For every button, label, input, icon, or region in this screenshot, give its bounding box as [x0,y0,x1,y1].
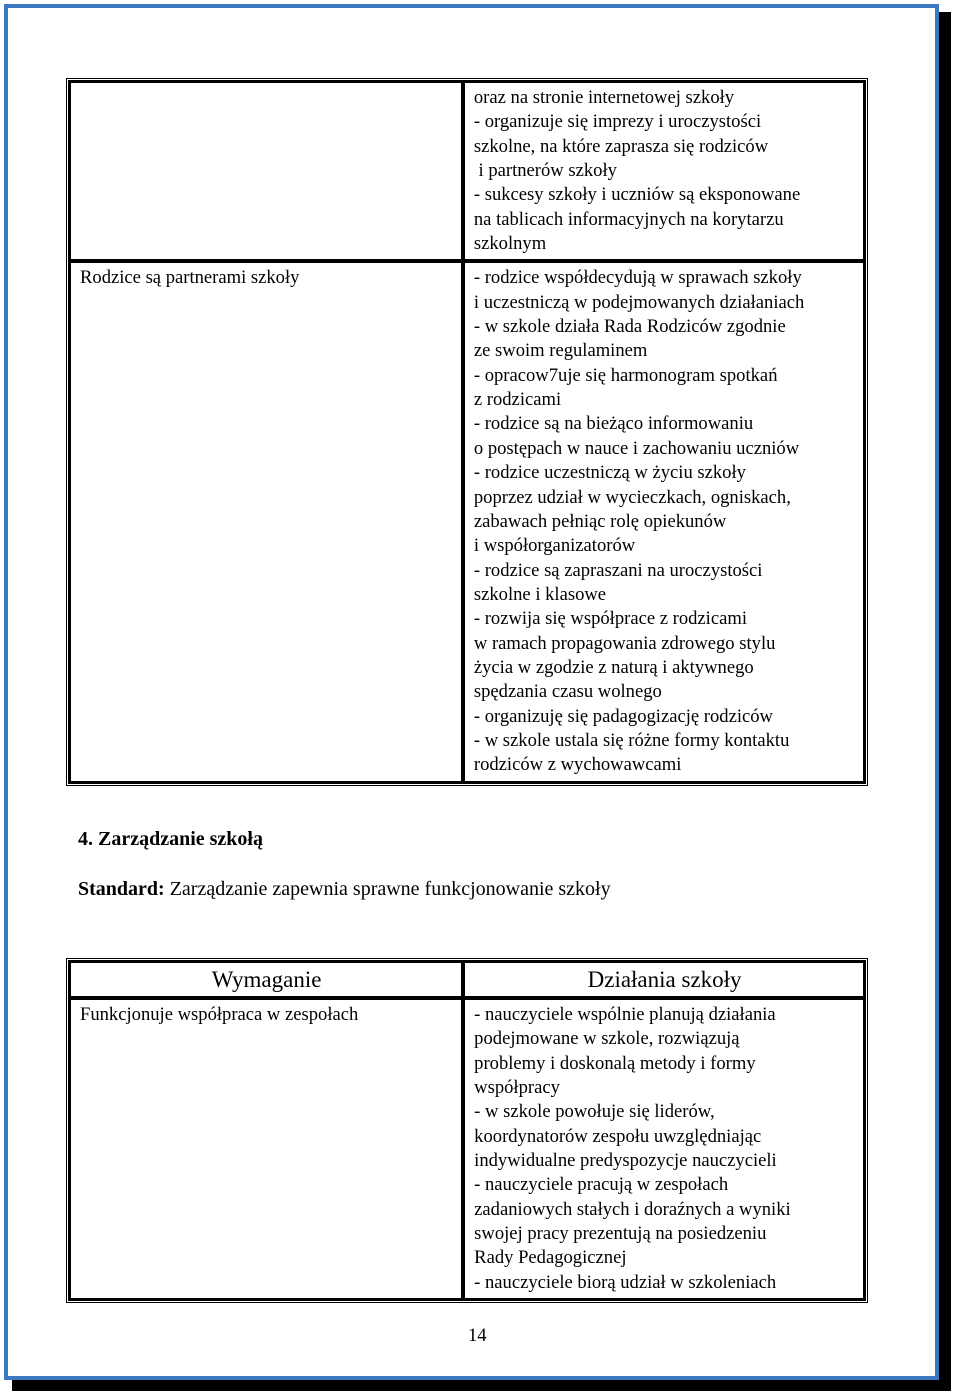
section-title: 4. Zarządzanie szkołą [78,828,263,850]
action-line: współpracy [474,1077,560,1099]
column-header-requirement: Wymaganie [69,961,463,998]
action-line: zabawach pełniąc rolę opiekunów [473,510,727,532]
action-line: - organizuję się padagogizację rodziców [473,705,773,727]
action-line: w ramach propagowania zdrowego stylu [473,632,776,654]
action-line: - nauczyciele wspólnie planują działania [474,1004,776,1025]
action-line: i uczestniczą w podejmowanych działaniach [473,291,805,313]
action-line: i współorganizatorów [473,535,636,557]
action-line: - organizuje się imprezy i uroczystości [473,111,762,133]
action-line: - w szkole powołuje się liderów, [474,1101,715,1123]
action-line: rodziców z wychowawcami [473,754,682,776]
action-line: - sukcesy szkoły i uczniów są eksponowane [473,184,801,206]
requirement-cell: Funkcjonuje współpraca w zespołach [69,998,463,1300]
action-line: - nauczyciele biorą udział w szkoleniach [474,1271,777,1293]
action-line: zadaniowych stałych i doraźnych a wyniki [474,1198,791,1220]
action-line: koordynatorów zespołu uwzględniając [474,1125,762,1147]
action-line: ze swoim regulaminem [473,340,648,362]
action-line: Rady Pedagogicznej [474,1247,627,1269]
action-line: - rodzice współdecydują w sprawach szkoły [473,267,802,289]
action-line: - rodzice są na bieżąco informowaniu [473,413,754,435]
standard-text: Zarządzanie zapewnia sprawne funkcjonowanie szkoły [164,878,611,900]
action-line: o postępach w nauce i zachowaniu uczniów [473,437,800,459]
action-line: i partnerów szkoły [473,160,617,182]
action-line: indywidualne predyspozycje nauczycieli [474,1150,777,1172]
action-line: - rozwija się współprace z rodzicami [473,608,747,630]
standard-line [78,878,611,901]
actions-cell [463,261,865,782]
action-line: - opracow7uje się harmonogram spotkań [473,364,778,386]
action-line: spędzania czasu wolnego [473,681,662,703]
action-line: problemy i doskonalą metody i formy [474,1052,756,1074]
requirement-cell: Rodzice są partnerami szkoły [69,261,463,782]
column-header-actions: Działania szkoły [463,961,865,998]
actions-cell [463,998,865,1300]
action-line: szkolne, na które zaprasza się rodziców [473,135,769,157]
table-row [69,81,865,261]
action-line: - rodzice uczestniczą w życiu szkoły [473,462,746,484]
action-line: poprzez udział w wycieczkach, ogniskach, [473,486,791,508]
action-line: - w szkole działa Rada Rodziców zgodnie [473,316,786,338]
table-header-row [69,961,865,998]
action-line: szkolne i klasowe [473,583,607,605]
action-line: z rodzicami [473,389,562,411]
action-line: swojej pracy prezentują na posiedzeniu [474,1223,767,1245]
action-line: - nauczyciele pracują w zespołach [474,1174,729,1196]
action-line: podejmowane w szkole, rozwiązują [474,1028,740,1050]
action-line: szkolnym [473,233,547,255]
management-table [66,958,868,1303]
action-line: na tablicach informacyjnych na korytarzu [473,208,784,230]
requirement-cell-empty [69,81,463,261]
action-line: życia w zgodzie z naturą i aktywnego [473,656,754,678]
table-row [69,261,865,782]
action-line: - rodzice są zapraszani na uroczystości [473,559,763,581]
action-line: - w szkole ustala się różne formy kontaktu [473,729,790,751]
table-row [69,998,865,1300]
action-line: oraz na stronie internetowej szkoły [473,87,735,108]
page-number: 14 [468,1325,487,1346]
standard-label: Standard: [78,878,165,900]
partnership-table [66,78,868,786]
actions-cell [463,81,865,261]
